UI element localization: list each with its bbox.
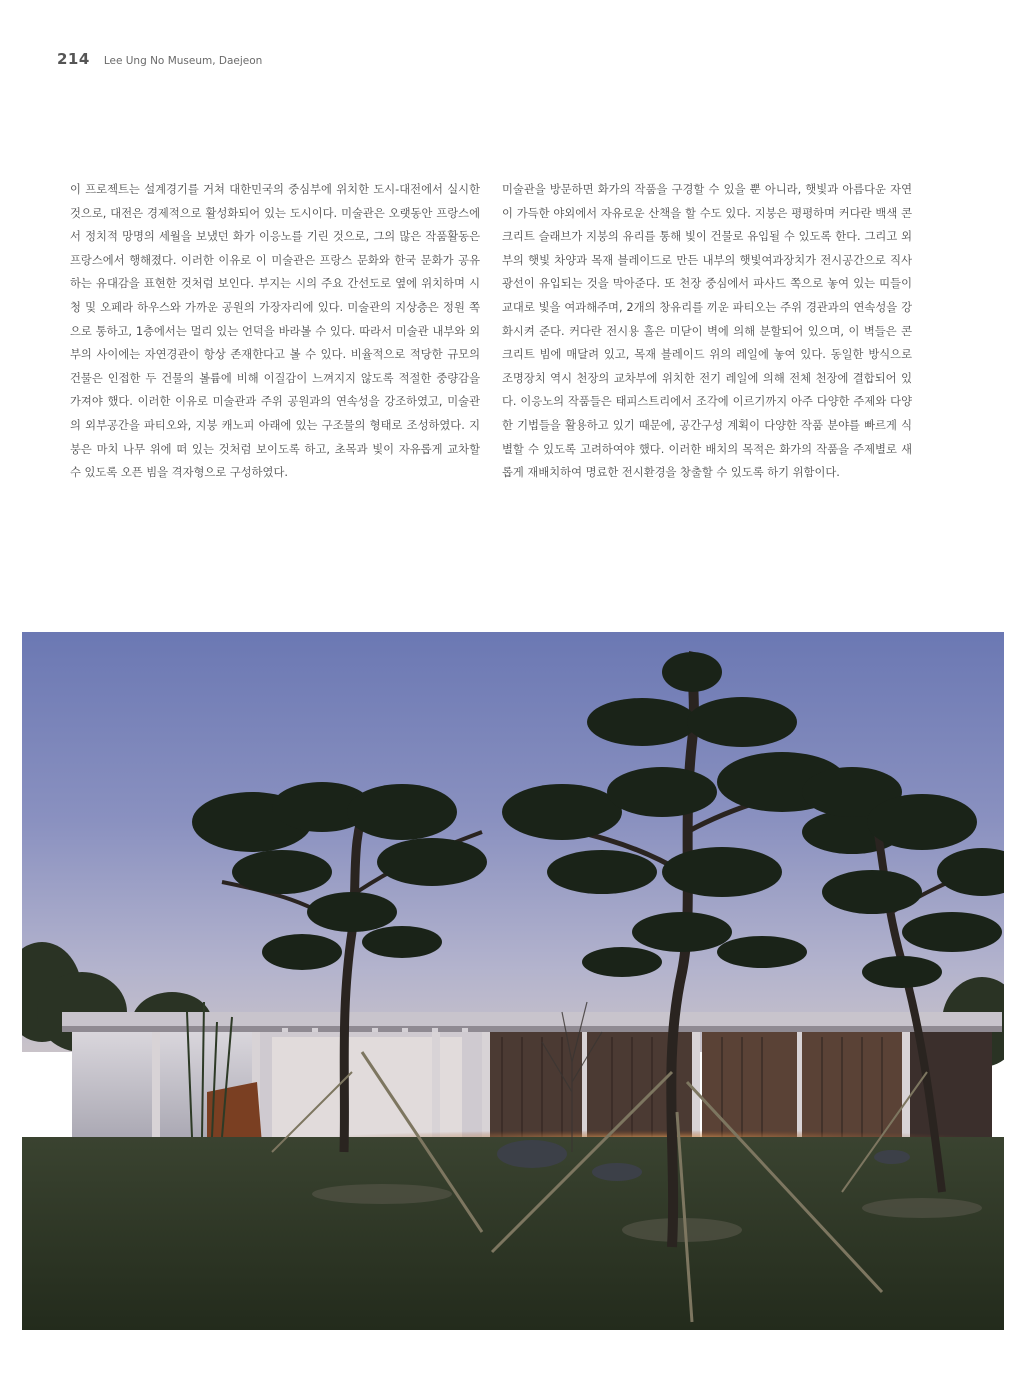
page-number: 214 (57, 50, 90, 68)
running-header (57, 50, 262, 68)
article-paragraph-left: 이 프로젝트는 설계경기를 거쳐 대한민국의 중심부에 위치한 도시-대전에서 실시한 것으로, 대전은 경제적으로 활성화되어 있는 도시이다. 미술관은 오랫동안 프랑스에서 정치적 망명의 세월을 보냈던 화가 이응노를 기린 것으로, 그의 많은 작품활동은 프랑스에서 행해졌다. 이러한 이유로 이 미술관은 프랑스 문화와 한국 문화가 공유하는 유대감을 표현한 것처럼 보인다. 부지는 시의 주요 간선도로 옆에 위치하며 시청 및 오페라 하우스와 가까운 공원의 가장자리에 있다. 미술관의 지상층은 정원 쪽으로 통하고, 1층에서는 멀리 있는 언덕을 바라볼 수 있다. 따라서 미술관 내부와 외부의 사이에는 자연경관이 항상 존재한다고 볼 수 있다. 비율적으로 적당한 규모의 건물은 인접한 두 건물의 볼륨에 비해 이질감이 느껴지지 않도록 적절한 중량감을 가져야 했다. 이러한 이유로 미술관과 주위 공원과의 연속성을 강조하였고, 미술관의 외부공간을 파티오와, 지붕 캐노피 아래에 있는 구조물의 형태로 조성하였다. 지붕은 마치 나무 위에 떠 있는 것처럼 보이도록 하고, 초목과 빛이 자유롭게 교차할 수 있도록 오픈 빔을 격자형으로 구성하였다. (70, 183, 480, 480)
article-paragraph-right: 미술관을 방문하면 화가의 작품을 구경할 수 있을 뿐 아니라, 햇빛과 아름다운 자연이 가득한 야외에서 자유로운 산책을 할 수도 있다. 지붕은 평평하며 커다란 백색 콘크리트 슬래브가 지붕의 유리를 통해 빛이 건물로 유입될 수 있도록 한다. 그리고 외부의 햇빛 차양과 목재 블레이드로 만든 내부의 햇빛여과장치가 전시공간으로 직사광선이 유입되는 것을 막아준다. 또 천장 중심에서 파사드 쪽으로 놓여 있는 띠들이 교대로 빛을 여과해주며, 2개의 창유리를 끼운 파티오는 주위 경관과의 연속성을 강화시켜 준다. 커다란 전시용 홀은 미닫이 벽에 의해 분할되어 있으며, 이 벽들은 콘크리트 빔에 매달려 있고, 목재 블레이드 위의 레일에 놓여 있다. 동일한 방식으로 조명장치 역시 천장의 교차부에 위치한 전기 레일에 의해 전체 천장에 결합되어 있다. 이응노의 작품들은 태피스트리에서 조각에 이르기까지 아주 다양한 주제와 다양한 기법들을 활용하고 있기 때문에, 공간구성 계획이 다양한 작품 분야를 빠르게 식별할 수 있도록 고려하여야 했다. 이러한 배치의 목적은 화가의 작품을 주제별로 새롭게 재배치하여 명료한 전시환경을 창출할 수 있도록 하기 위함이다. (502, 183, 912, 480)
museum-photo-illustration (22, 632, 1004, 1330)
museum-photo (22, 632, 1004, 1330)
article-right-column (502, 178, 912, 485)
article-left-column (70, 178, 480, 485)
header-title: Lee Ung No Museum, Daejeon (103, 55, 263, 67)
lawn (22, 1137, 1004, 1330)
